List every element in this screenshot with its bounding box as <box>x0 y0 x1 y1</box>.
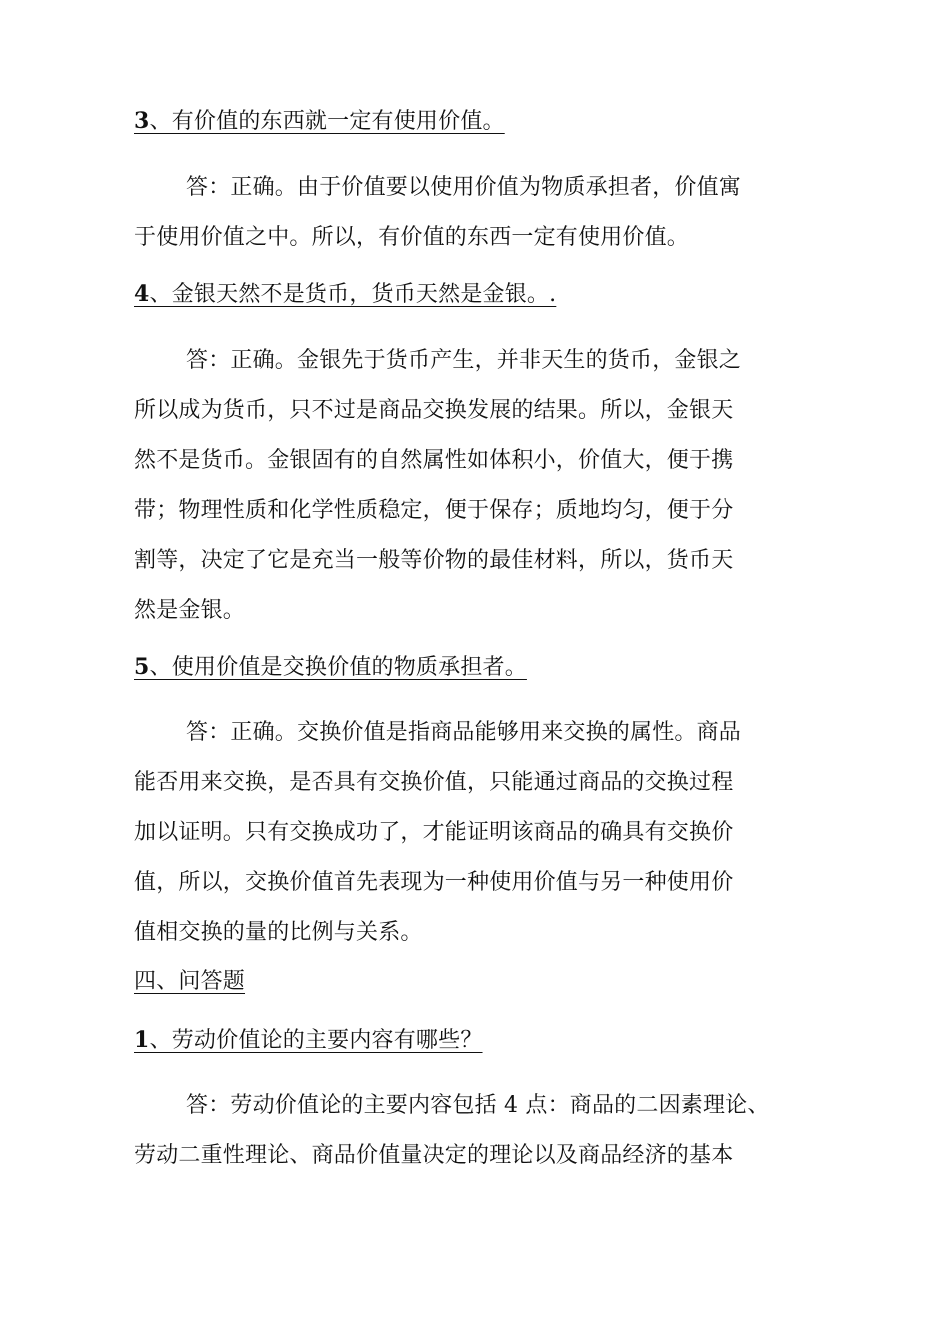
answer-4-line-5: 割等，决定了它是充当一般等价物的最佳材料，所以，货币天 <box>134 548 734 573</box>
answer-5-line-1: 答：正确。交换价值是指商品能够用来交换的属性。商品 <box>186 720 742 745</box>
answer-4-line-3: 然不是货币。金银固有的自然属性如体积小，价值大，便于携 <box>134 448 734 473</box>
question-3-number: 3 <box>134 108 150 134</box>
qa-1-text: 、劳动价值论的主要内容有哪些？ <box>149 1028 483 1053</box>
answer-4-line-6: 然是金银。 <box>134 598 246 623</box>
section-4-heading: 四、问答题 <box>134 969 246 994</box>
question-3-text: 、有价值的东西就一定有使用价值。 <box>149 109 505 134</box>
answer-3-line-2: 于使用价值之中。所以，有价值的东西一定有使用价值。 <box>134 225 690 250</box>
question-4-title <box>134 279 556 310</box>
question-4-number: 4 <box>134 281 150 307</box>
answer-3-line-1: 答：正确。由于价值要以使用价值为物质承担者，价值寓 <box>186 175 742 200</box>
qa-1-number: 1 <box>134 1027 150 1053</box>
answer-4-line-2: 所以成为货币，只不过是商品交换发展的结果。所以，金银天 <box>134 398 734 423</box>
question-4-text: 、金银天然不是货币，货币天然是金银。. <box>149 282 557 307</box>
answer-5-line-4: 值，所以，交换价值首先表现为一种使用价值与另一种使用价 <box>134 870 734 895</box>
answer-4-line-4: 带；物理性质和化学性质稳定，便于保存；质地均匀，便于分 <box>134 498 734 523</box>
qa-1-answer-line-2: 劳动二重性理论、商品价值量决定的理论以及商品经济的基本 <box>134 1143 734 1168</box>
answer-5-line-2: 能否用来交换，是否具有交换价值，只能通过商品的交换过程 <box>134 770 734 795</box>
question-5-text: 、使用价值是交换价值的物质承担者。 <box>149 655 527 680</box>
qa-1-answer-line-1: 答：劳动价值论的主要内容包括 4 点：商品的二因素理论、 <box>186 1093 770 1118</box>
answer-4-line-1: 答：正确。金银先于货币产生，并非天生的货币，金银之 <box>186 348 742 373</box>
question-5-title <box>134 652 527 683</box>
question-5-number: 5 <box>134 654 150 680</box>
answer-5-line-3: 加以证明。只有交换成功了，才能证明该商品的确具有交换价 <box>134 820 734 845</box>
qa-1-title <box>134 1025 483 1056</box>
answer-5-line-5: 值相交换的量的比例与关系。 <box>134 920 423 945</box>
question-3-title <box>134 106 505 137</box>
